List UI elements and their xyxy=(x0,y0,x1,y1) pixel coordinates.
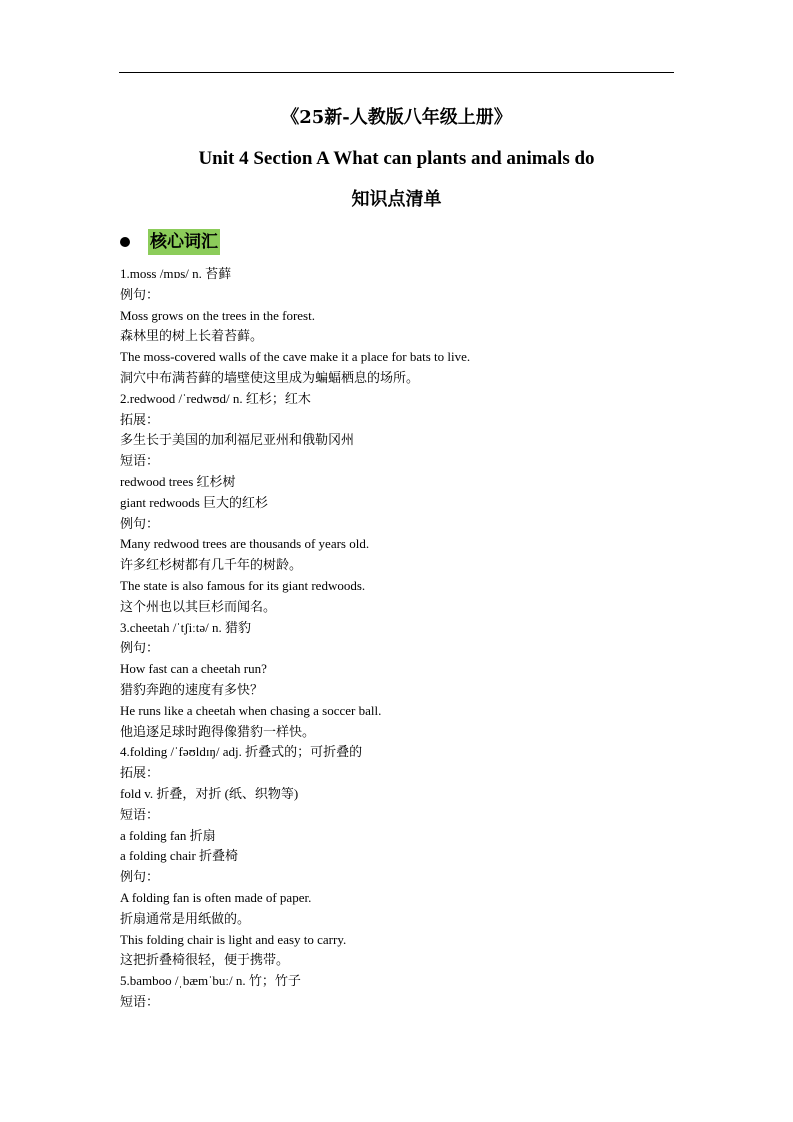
text-line: 这个州也以其巨杉而闻名。 xyxy=(120,598,277,614)
text-line: fold v. 折叠，对折 (纸、织物等) xyxy=(120,785,299,801)
text-line: 短语： xyxy=(120,806,160,822)
text-line: 短语： xyxy=(120,993,160,1009)
text-line: a folding fan 折扇 xyxy=(120,827,216,843)
text-line: redwood trees 红杉树 xyxy=(120,473,236,489)
text-line: How fast can a cheetah run? xyxy=(120,661,267,677)
subtitle: 知识点清单 xyxy=(351,189,442,210)
text-line: 短语： xyxy=(120,453,160,469)
text-line: 他追逐足球时跑得像猎豹一样快。 xyxy=(120,723,316,739)
text-line: Many redwood trees are thousands of years old. xyxy=(120,536,370,552)
text-line: 许多红杉树都有几千年的树龄。 xyxy=(120,557,303,573)
text-line: 3.cheetah /ˈtʃiːtə/ n. 猎豹 xyxy=(120,619,252,635)
section-heading xyxy=(120,228,220,256)
text-line: He runs like a cheetah when chasing a soccer ball. xyxy=(120,702,382,718)
text-line: 森林里的树上长着苔藓。 xyxy=(120,328,264,344)
section-heading-label: 核心词汇 xyxy=(148,229,220,255)
text-line: a folding chair 折叠椅 xyxy=(120,848,239,864)
document-title: 《25新-人教版八年级上册》 xyxy=(281,107,512,128)
text-line: giant redwoods 巨大的红杉 xyxy=(120,494,269,510)
text-line: 例句： xyxy=(120,515,160,531)
text-line: 拓展： xyxy=(120,411,160,427)
text-line: 5.bamboo /ˌbæmˈbuː/ n. 竹；竹子 xyxy=(120,973,301,989)
text-line: The moss-covered walls of the cave make it a place for bats to live. xyxy=(120,349,471,365)
header-rule xyxy=(119,72,674,73)
text-line: 2.redwood /ˈredwʊd/ n. 红杉；红木 xyxy=(120,390,311,406)
text-line: 洞穴中布满苔藓的墙壁使这里成为蝙蝠栖息的场所。 xyxy=(120,369,420,385)
text-line: This folding chair is light and easy to carry. xyxy=(120,931,347,947)
text-line: Moss grows on the trees in the forest. xyxy=(120,307,315,323)
text-line: 例句： xyxy=(120,286,160,302)
text-line: 拓展： xyxy=(120,765,160,781)
bullet-icon xyxy=(120,237,130,247)
vocabulary-list xyxy=(120,264,680,1013)
text-line: A folding fan is often made of paper. xyxy=(120,889,312,905)
text-line: The state is also famous for its giant redwoods. xyxy=(120,577,366,593)
text-line: 例句： xyxy=(120,640,160,656)
text-line: 多生长于美国的加利福尼亚州和俄勒冈州 xyxy=(120,432,355,448)
text-line: 1.moss /mɒs/ n. 苔藓 xyxy=(120,266,232,281)
text-line: 猎豹奔跑的速度有多快？ xyxy=(120,681,264,697)
text-line: 4.folding /ˈfəʊldɪŋ/ adj. 折叠式的；可折叠的 xyxy=(120,744,363,760)
unit-title: Unit 4 Section A What can plants and animals do xyxy=(198,148,595,169)
text-line: 折扇通常是用纸做的。 xyxy=(120,910,251,926)
text-line: 例句： xyxy=(120,869,160,885)
text-line: 这把折叠椅很轻，便于携带。 xyxy=(120,952,290,968)
